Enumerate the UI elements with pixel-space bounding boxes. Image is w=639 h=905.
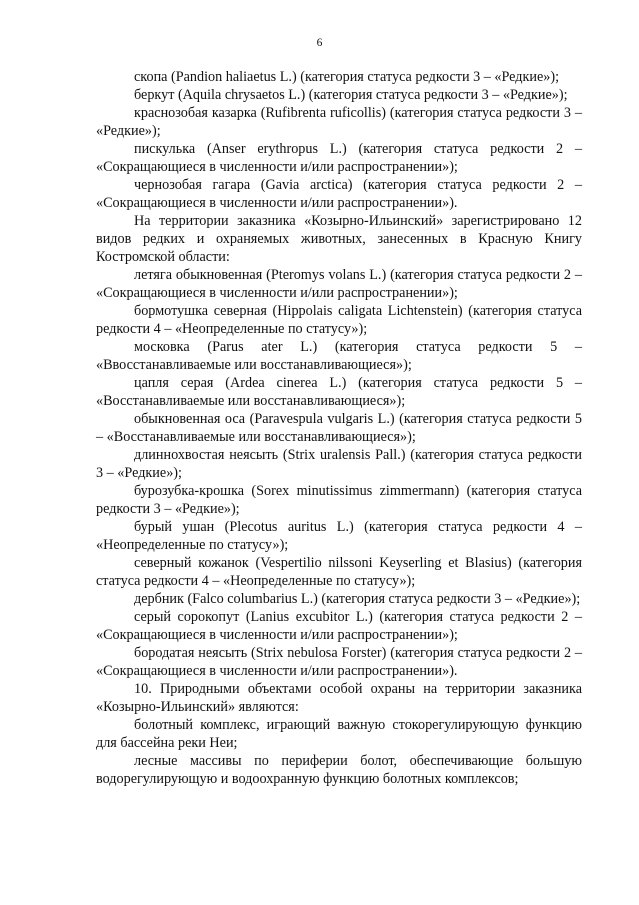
page-number: 6 xyxy=(316,37,323,49)
protected-object-bog-complex: болотный комплекс, играющий важную стокорегулирующую функцию для бассейна реки Неи; xyxy=(96,717,582,751)
species-item-brown-long-eared-bat: бурый ушан (Plecotus auritus L.) (категория статуса редкости 4 – «Неопределенные по статусу»); xyxy=(96,519,582,553)
species-item-black-throated-loon: чернозобая гагара (Gavia arctica) (категория статуса редкости 2 – «Сокращающиеся в численности и/или распространении»). xyxy=(96,177,582,211)
document-body xyxy=(96,68,582,788)
species-item-merlin: дербник (Falco columbarius L.) (категория статуса редкости 3 – «Редкие»); xyxy=(134,591,581,607)
species-item-booted-warbler: бормотушка северная (Hippolais caligata Lichtenstein) (категория статуса редкости 4 – «Неопределенные по статусу»); xyxy=(96,303,582,337)
protected-object-forest-massifs: лесные массивы по периферии болот, обеспечивающие большую водорегулирующую и водоохранную функцию болотных комплексов; xyxy=(96,753,582,787)
species-item-coal-tit: московка (Parus ater L.) (категория статуса редкости 5 – «Ввосстанавливаемые или восстанавливающиеся»); xyxy=(96,339,582,373)
species-item-least-shrew: бурозубка-крошка (Sorex minutissimus zimmermann) (категория статуса редкости 3 – «Редкие»); xyxy=(96,483,582,517)
species-item-grey-heron: цапля серая (Ardea cinerea L.) (категория статуса редкости 5 – «Восстанавливаемые или восстанавливающиеся»); xyxy=(96,375,582,409)
species-item-common-wasp: обыкновенная оса (Paravespula vulgaris L.) (категория статуса редкости 5 – «Восстанавливаемые или восстанавливающиеся»); xyxy=(96,411,582,445)
species-item-ural-owl: длиннохвостая неясыть (Strix uralensis Pall.) (категория статуса редкости 3 – «Редкие»); xyxy=(96,447,582,481)
intro-paragraph-kozyrno-ilinsky: На территории заказника «Козырно-Ильинский» зарегистрировано 12 видов редких и охраняемых животных, занесенных в Красную Книгу Костромской области: xyxy=(96,213,582,265)
species-item-osprey: скопа (Pandion haliaetus L.) (категория статуса редкости 3 – «Редкие»); xyxy=(134,69,560,85)
species-item-flying-squirrel: летяга обыкновенная (Pteromys volans L.) (категория статуса редкости 2 – «Сокращающиеся в численности и/или распространении»); xyxy=(96,267,582,301)
species-item-golden-eagle: беркут (Aquila chrysaetos L.) (категория статуса редкости 3 – «Редкие»); xyxy=(134,87,568,103)
species-item-lesser-white-fronted-goose: пискулька (Anser erythropus L.) (категория статуса редкости 2 – «Сокращающиеся в численности и/или распространении»); xyxy=(96,141,582,175)
species-item-red-breasted-goose: краснозобая казарка (Rufibrenta ruficollis) (категория статуса редкости 3 – «Редкие»); xyxy=(96,105,582,139)
section-10-heading: 10. Природными объектами особой охраны на территории заказника «Козырно-Ильинский» являются: xyxy=(96,681,582,715)
species-item-great-grey-shrike: серый сорокопут (Lanius excubitor L.) (категория статуса редкости 2 – «Сокращающиеся в численности и/или распространении»); xyxy=(96,609,582,643)
species-item-northern-bat: северный кожанок (Vespertilio nilssoni Keyserling et Blasius) (категория статуса редкости 4 – «Неопределенные по статусу»); xyxy=(96,555,582,589)
species-item-great-grey-owl: бородатая неясыть (Strix nebulosa Forster) (категория статуса редкости 2 – «Сокращающиеся в численности и/или распространении»). xyxy=(96,645,582,679)
